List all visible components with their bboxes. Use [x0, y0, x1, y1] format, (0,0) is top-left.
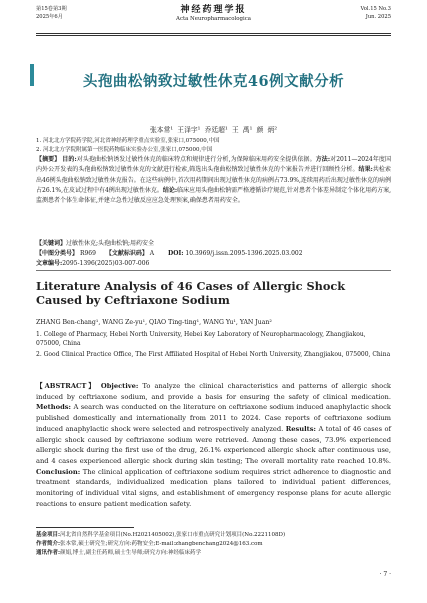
results-cn-label: 结果:	[358, 166, 373, 174]
keywords-cn-label: 【关键词】	[36, 240, 67, 247]
footnote-fund	[36, 531, 391, 540]
article-number	[36, 259, 391, 268]
article-title-cn: 头孢曲松钠致过敏性休克46例文献分析	[82, 73, 345, 90]
header-divider	[36, 33, 391, 34]
abstract-en	[36, 381, 391, 509]
abstract-cn-label: 【摘要】	[36, 156, 61, 163]
abstract-cn	[36, 155, 391, 206]
keywords-cn	[36, 239, 391, 248]
abstract-en-label: 【ABSTRACT】	[36, 382, 97, 390]
doi-label: DOI:	[168, 250, 184, 257]
running-header	[36, 5, 391, 35]
footnote-author	[36, 540, 391, 549]
results-en-label: Results:	[285, 424, 317, 433]
date-cn: 2025年6月	[36, 14, 63, 20]
doc-code-label: 【文献标识码】	[105, 250, 148, 257]
article-title-en: Literature Analysis of 46 Cases of Allergic Shock Caused by Ceftriaxone Sodium	[36, 279, 346, 307]
clc-value: R969	[79, 250, 96, 257]
conclusion-en-label: Conclusion:	[36, 467, 81, 476]
journal-name-cn: 神经药理学报	[180, 5, 247, 15]
section-divider	[36, 270, 391, 271]
objective-en: To analyze the clinical characteristics and patterns of allergic shock induced by ceftriaxone sodium, and provide a basis for ensuring the safety of clinical medication.	[36, 382, 391, 401]
methods-en-label: Methods:	[36, 403, 71, 412]
classification-line	[36, 249, 391, 258]
author-bio-label: 作者简介:	[36, 541, 61, 547]
objective-en-label: Objective:	[100, 382, 139, 390]
header-center	[36, 5, 391, 23]
journal-name-en: Acta Neuropharmacologica	[176, 16, 251, 22]
author-bio-text: 张本常,硕士研究生;研究方向:药物安全;E-mail:zhangbenchang2024@163.com	[60, 541, 263, 547]
keywords-cn-value: 过敏性休克;头孢曲松钠;用药安全	[66, 240, 155, 247]
corresponding-text: 颜娟,博士,副主任药师,硕士生导师;研究方向:神经临床药学	[60, 550, 201, 556]
conclusion-cn: 临床应用头孢曲松钠需严格遵循诊疗规范,针对患者个体差异制定个体化用药方案,监测患者个体生命体征,并建立急性过敏反应应急处理预案,确保患者用药安全。	[36, 186, 391, 205]
authors-en: ZHANG Ben-chang¹, WANG Ze-yu¹, QIAO Ting-ting¹, WANG Yu¹, YAN Juan²	[36, 319, 272, 326]
results-en: A total of 46 cases of allergic shock caused by ceftriaxone sodium were retrieved. Among these cases, 73.9% experienced allergic shock during the first use of the drug, 26.1% experienced allergic shock after continuous use, and 4 cases experienced allergic shock during skin testing; The overall mortality rate reached 10.8%.	[36, 424, 391, 465]
fund-text: 河北省自然科学基金项目(No.H2021405002),张家口市重点研究计划项目(No.2221108D)	[60, 532, 286, 538]
affiliation-cn-2: 2. 河北北方学院附属第一医院药物临床实验办公室,张家口,075000,中国	[36, 147, 213, 153]
corresponding-label: 通讯作者:	[36, 550, 61, 556]
volume-cn: 第15卷第3期	[36, 6, 67, 12]
methods-cn: 对2011—2024年度国内外公开发表的头孢曲松钠致过敏性休克的文献进行检索,筛选出头孢曲松钠致过敏性休克的个案报告并进行回顾性分析。	[36, 156, 391, 174]
methods-cn-label: 方法:	[315, 156, 331, 163]
results-cn: 共检索出46例头孢曲松钠致过敏性休克报告。在这些病例中,首次用药期间出现过敏性休克的病例占73.9%,连续用药后出现过敏性休克的病例占26.1%,在皮试过程中有4例出现过敏性休克。	[36, 166, 391, 194]
conclusion-cn-label: 结论:	[162, 186, 178, 194]
doc-code-value: A	[149, 250, 155, 257]
affiliation-en-1: 1. College of Pharmacy, Hebei North University, Hebei Key Laboratory of Neuropharmacology, Zhangjiakou, 075000, China	[36, 331, 366, 348]
header-divider-thin	[36, 35, 391, 36]
page-number: · 7 ·	[379, 571, 391, 578]
article-number-label: 文章编号:	[36, 260, 63, 267]
footnote-divider	[36, 527, 134, 528]
conclusion-en: The clinical application of ceftriaxone sodium requires strict adherence to diagnostic and treatment standards, individualized medication plans tailored to individual patient differences, monitoring of individual vital signs, and establishment of emergency response plans for acute allergic reactions to ensure patient medication safety.	[36, 467, 391, 508]
objective-cn-label: 目的:	[62, 156, 77, 163]
affiliation-en-2: 2. Good Clinical Practice Office, The First Affiliated Hospital of Hebei North University, Zhangjiakou, 075000, China	[36, 351, 391, 358]
objective-cn: 对头孢曲松钠诱发过敏性休克的临床特点和规律进行分析,为保障临床用药安全提供依据。	[76, 156, 316, 163]
date-en: Jun. 2025	[365, 14, 391, 20]
article-number-value: 2095-1396(2025)03-007-006	[62, 260, 150, 267]
authors-cn: 张本常¹ 王泽宇¹ 乔廷超¹ 王 禹¹ 颜 炳²	[150, 126, 277, 134]
doi-value: 10.3969/j.issn.2095-1396.2025.03.002	[185, 250, 303, 257]
methods-en: A search was conducted on the literature on ceftriaxone sodium induced anaphylactic shock published domestically and internationally from 2011 to 2024. Case reports of ceftriaxone sodium induced anaphylactic shock were selected and retrospectively analyzed.	[36, 403, 391, 433]
volume-en: Vol.15 No.3	[360, 6, 391, 12]
footnote-corresponding	[36, 549, 391, 558]
affiliation-cn-1: 1. 河北北方学院药学院,河北省神经药理学重点实验室,张家口,075000,中国	[36, 138, 220, 144]
header-right	[361, 5, 391, 21]
fund-label: 基金项目:	[36, 532, 61, 538]
clc-label: 【中图分类号】	[36, 250, 79, 257]
